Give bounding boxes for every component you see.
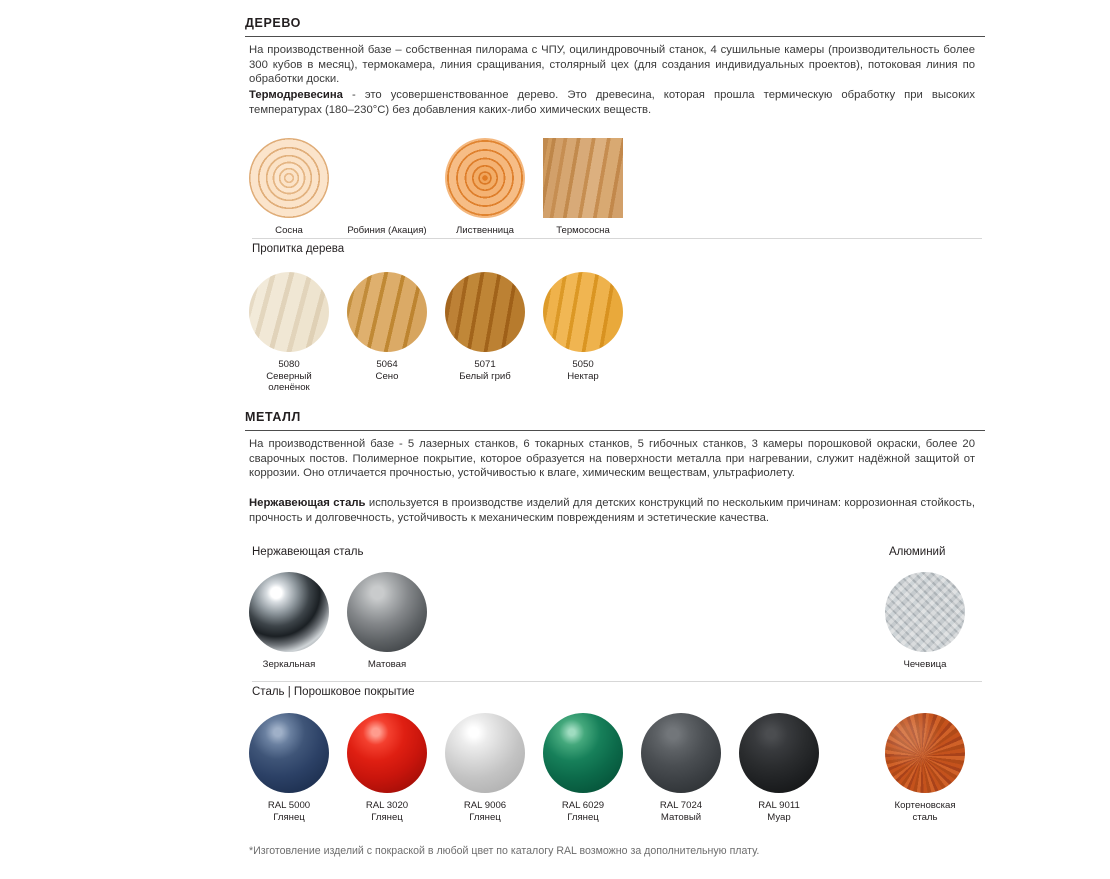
section-heading-metal [245,410,985,429]
paragraph-wood-thermowood-lead: Термодревесина [249,89,343,101]
swatch-wood-termososna[interactable] [543,138,623,237]
swatch-caption: Чечевица [903,659,947,670]
swatch-caption: RAL 9006 Глянец [463,800,507,823]
swatch-sample-korten-steel [885,713,965,793]
swatch-caption: 5080 Северный оленёнок [266,359,312,393]
subheading-wood-impregnation: Пропитка дерева [252,243,345,255]
swatch-sample-stainless-mirror [249,572,329,652]
swatch-sample-ral-9011 [739,713,819,793]
swatch-caption: RAL 5000 Глянец [267,800,311,823]
swatch-wood-robinia[interactable] [347,138,427,237]
swatch-ral-9011[interactable] [739,713,819,823]
swatch-sample-wood-listvennica [445,138,525,218]
subheading-stainless-steel: Нержавеющая сталь [252,546,364,558]
swatch-sample-impregnation-5080 [249,272,329,352]
paragraph-wood-thermowood: Термодревесина - это усовершенствованное дерево. Это древесина, которая прошла термическую обработку при высоких температурах (180–230°С) без добавления каких-либо химических веществ. [249,89,975,116]
swatch-sample-ral-6029 [543,713,623,793]
swatch-sample-wood-sosna [249,138,329,218]
swatch-sample-impregnation-5050 [543,272,623,352]
swatch-impregnation-5071[interactable] [445,272,525,382]
swatch-caption: Термососна [556,225,610,236]
divider-wood-heading [245,36,985,37]
swatch-caption: Матовая [367,659,407,670]
swatch-caption: Кортеновская сталь [894,800,956,823]
swatch-caption: 5064 Сено [375,359,399,382]
swatch-caption: 5071 Белый гриб [459,359,511,382]
swatch-sample-ral-9006 [445,713,525,793]
swatch-impregnation-5050[interactable] [543,272,623,382]
swatch-ral-3020[interactable] [347,713,427,823]
swatch-stainless-mirror[interactable] [249,572,329,671]
swatch-ral-7024[interactable] [641,713,721,823]
swatch-sample-ral-7024 [641,713,721,793]
swatch-caption: 5050 Нектар [567,359,599,382]
swatch-ral-5000[interactable] [249,713,329,823]
swatch-stainless-matte[interactable] [347,572,427,671]
subheading-powder-coating: Сталь | Порошковое покрытие [252,686,415,698]
swatch-caption: Лиственница [456,225,514,236]
swatch-impregnation-5080[interactable] [249,272,329,394]
swatch-caption: Сосна [275,225,303,236]
swatch-caption: Зеркальная [262,659,316,670]
swatch-wood-sosna[interactable] [249,138,329,237]
swatch-aluminium-lentil[interactable] [885,572,965,671]
paragraph-metal-stainless-lead: Нержавеющая сталь [249,497,366,509]
divider-wood-impregnation [252,238,982,239]
swatch-ral-6029[interactable] [543,713,623,823]
swatch-sample-impregnation-5064 [347,272,427,352]
subheading-aluminium: Алюминий [889,546,946,558]
swatch-sample-wood-termososna [543,138,623,218]
paragraph-metal-stainless: Нержавеющая сталь используется в производстве изделий для детских конструкций по нескольким причинам: коррозионная стойкость, прочность и долговечность, устойчивость к механическим повреждениям и эстетические качества. [249,497,975,524]
paragraph-metal-production: На производственной базе - 5 лазерных станков, 6 токарных станков, 5 гибочных станков, 3 камеры порошковой окраски, более 20 сварочных постов. Полимерное покрытие, которое образуется на поверхности металла при нагревании, служит надёжной защитой от коррозии. Оно отличается прочностью, устойчивостью к влаге, химическим веществам, ультрафиолету. [249,438,975,480]
swatch-sample-impregnation-5071 [445,272,525,352]
section-title-wood: ДЕРЕВО [245,16,301,30]
swatch-wood-listvennica[interactable] [445,138,525,237]
swatch-caption: RAL 6029 Глянец [561,800,605,823]
swatch-korten-steel[interactable] [885,713,965,823]
section-heading-wood [245,16,985,35]
section-title-metal: МЕТАЛЛ [245,410,301,424]
paragraph-wood-production: На производственной базе – собственная пилорама с ЧПУ, оцилиндровочный станок, 4 сушильные камеры (производительность более 300 кубов в месяц), термокамера, линия сращивания, столярный цех (для создания индивидуальных проектов), потоковая линия по обработки доски. [249,44,975,86]
swatch-caption: RAL 3020 Глянец [365,800,409,823]
swatch-sample-aluminium-lentil [885,572,965,652]
swatch-caption: RAL 9011 Муар [758,800,800,823]
swatch-caption: RAL 7024 Матовый [659,800,703,823]
divider-metal-heading [245,430,985,431]
swatch-sample-ral-5000 [249,713,329,793]
swatch-ral-9006[interactable] [445,713,525,823]
swatch-sample-stainless-matte [347,572,427,652]
divider-powder-coating [252,681,982,682]
swatch-caption: Робиния (Акация) [347,225,427,236]
footnote-ral-custom-paint: *Изготовление изделий с покраской в любой цвет по каталогу RAL возможно за дополнительную плату. [249,845,760,857]
swatch-sample-wood-robinia [347,138,427,218]
swatch-sample-ral-3020 [347,713,427,793]
swatch-impregnation-5064[interactable] [347,272,427,382]
